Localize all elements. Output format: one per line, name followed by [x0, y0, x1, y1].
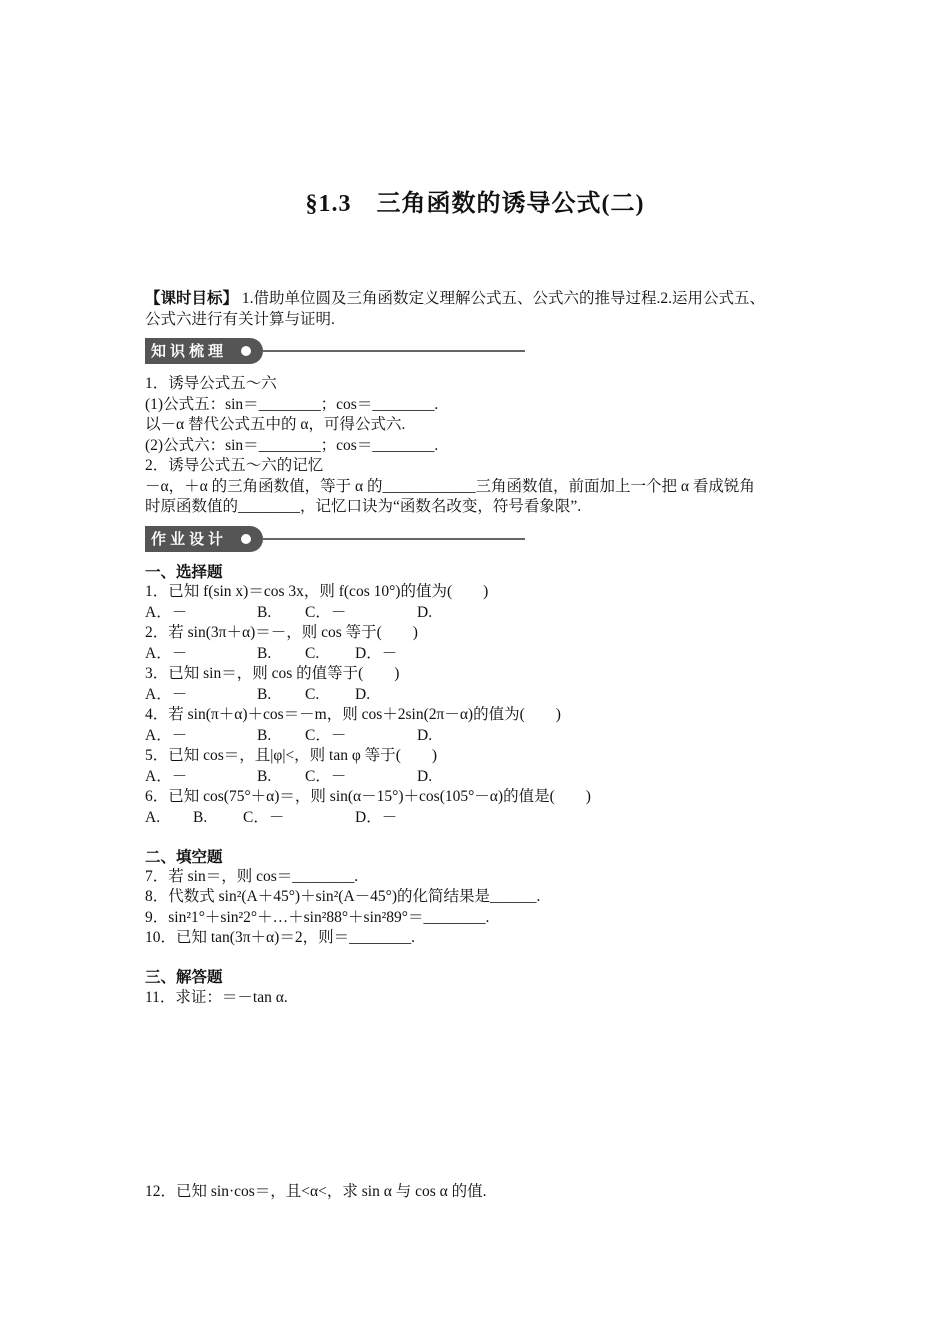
section-header-homework	[145, 526, 525, 552]
goal-line-1	[145, 289, 765, 309]
option: C.	[305, 645, 320, 662]
option: B.	[193, 809, 208, 826]
knowledge-line: 时原函数值的________，记忆口诀为“函数名改变，符号看象限”.	[145, 498, 582, 515]
question: 1．已知 f(sin x)＝cos 3x，则 f(cos 10°)的值为( )	[145, 583, 489, 600]
option: C.	[305, 686, 320, 703]
option: D．－	[355, 809, 398, 826]
fill-question: 7．若 sin＝，则 cos＝________.	[145, 868, 359, 885]
fill-question: 10．已知 tan(3π＋α)＝2，则＝________.	[145, 929, 415, 946]
knowledge-line: 1．诱导公式五～六	[145, 375, 277, 392]
goal-line-2: 公式六进行有关计算与证明.	[145, 311, 335, 328]
question: 3．已知 sin＝，则 cos 的值等于( )	[145, 665, 400, 682]
knowledge-line: (1)公式五：sin＝________；cos＝________.	[145, 396, 439, 413]
option: A.	[145, 809, 161, 826]
question: 4．若 sin(π＋α)＋cos＝－m，则 cos＋2sin(2π－α)的值为( )	[145, 706, 561, 723]
option: C．－	[305, 604, 347, 621]
option: D.	[355, 686, 371, 703]
fill-question: 8．代数式 sin²(A＋45°)＋sin²(A－45°)的化简结果是______.	[145, 888, 541, 905]
goal-label: 【课时目标】	[145, 290, 239, 307]
option: B.	[257, 727, 272, 744]
option: A．－	[145, 768, 188, 785]
option: B.	[257, 645, 272, 662]
goal-text-1: 1.借助单位圆及三角函数定义理解公式五、公式六的推导过程.2.运用公式五、	[238, 290, 766, 307]
option: A．－	[145, 686, 188, 703]
option: B.	[257, 686, 272, 703]
part-heading-fill: 二、填空题	[145, 849, 223, 866]
section-tag: 作业设计	[145, 526, 263, 552]
page-title: §1.3 三角函数的诱导公式(二)	[305, 191, 645, 217]
option: B.	[257, 604, 272, 621]
option: C．－	[243, 809, 285, 826]
option: C．－	[305, 768, 347, 785]
option: D.	[417, 768, 433, 785]
option: B.	[257, 768, 272, 785]
option: A．－	[145, 645, 188, 662]
option: A．－	[145, 727, 188, 744]
option: D.	[417, 727, 433, 744]
solve-question: 11．求证：＝－tan α.	[145, 989, 288, 1006]
option: A．－	[145, 604, 188, 621]
option: D.	[417, 604, 433, 621]
knowledge-line: 以－α 替代公式五中的 α，可得公式六.	[145, 416, 406, 433]
section-tag: 知识梳理	[145, 338, 263, 364]
knowledge-line: (2)公式六：sin＝________；cos＝________.	[145, 437, 439, 454]
question: 5．已知 cos＝，且|φ|<，则 tan φ 等于( )	[145, 747, 438, 764]
divider	[263, 538, 525, 540]
question: 6．已知 cos(75°＋α)＝，则 sin(α－15°)＋cos(105°－α)的值是( )	[145, 788, 591, 805]
fill-question: 9．sin²1°＋sin²2°＋…＋sin²88°＋sin²89°＝________.	[145, 909, 490, 926]
knowledge-line: －α，＋α 的三角函数值，等于 α 的____________三角函数值，前面加上一个把 α 看成锐角	[145, 478, 755, 495]
question: 2．若 sin(3π＋α)＝－，则 cos 等于( )	[145, 624, 418, 641]
part-heading-choice: 一、选择题	[145, 564, 223, 581]
knowledge-line: 2．诱导公式五～六的记忆	[145, 457, 324, 474]
bullet-dot-icon	[241, 346, 251, 356]
bullet-dot-icon	[241, 534, 251, 544]
solve-question: 12．已知 sin·cos＝，且<α<，求 sin α 与 cos α 的值.	[145, 1183, 487, 1200]
divider	[263, 350, 525, 352]
option: C．－	[305, 727, 347, 744]
section-header-knowledge	[145, 338, 525, 364]
option: D．－	[355, 645, 398, 662]
part-heading-solve: 三、解答题	[145, 969, 223, 986]
